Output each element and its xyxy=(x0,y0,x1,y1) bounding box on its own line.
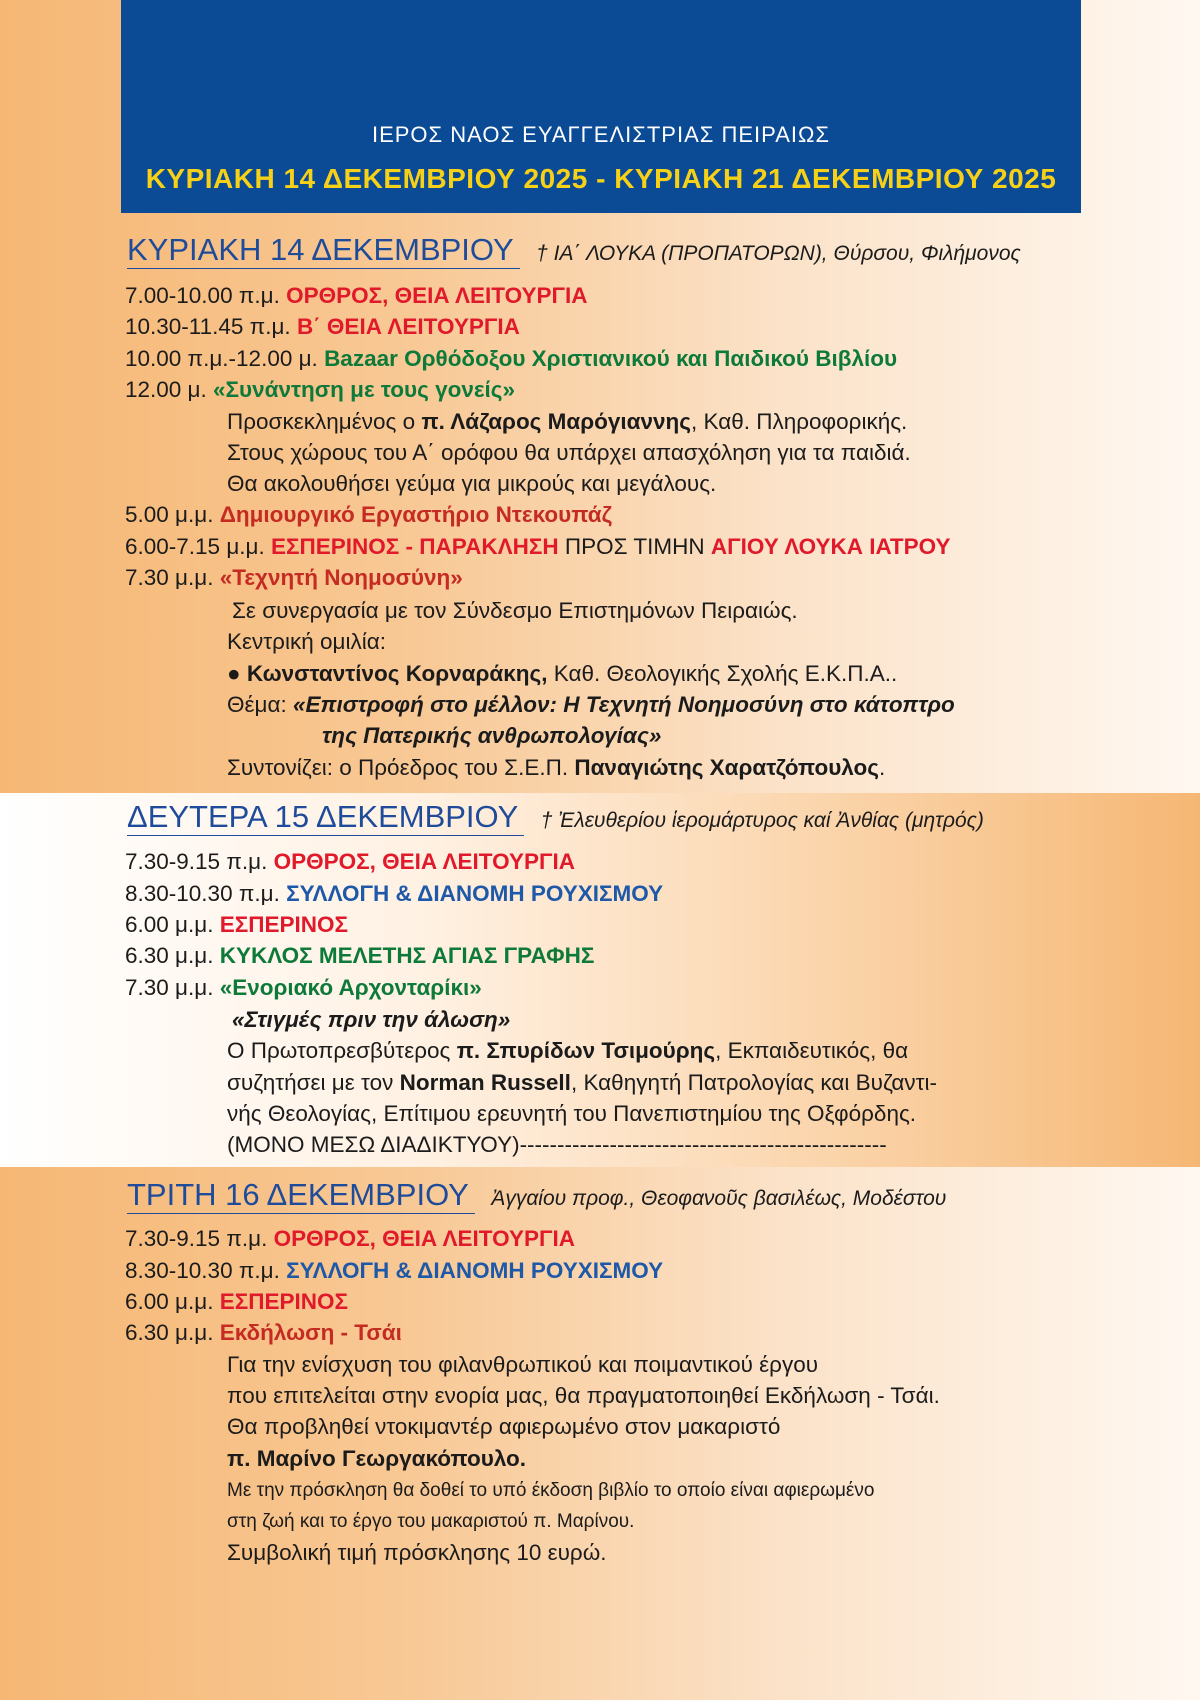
schedule-item xyxy=(125,500,612,530)
schedule-item xyxy=(125,375,515,405)
schedule-item xyxy=(125,1224,575,1254)
detail-line xyxy=(232,1005,510,1035)
church-name: ΙΕΡΟΣ ΝΑΟΣ ΕΥΑΓΓΕΛΙΣΤΡΙΑΣ ΠΕΙΡΑΙΩΣ xyxy=(371,122,831,147)
detail-text: Συντονίζει: ο Πρόεδρος του Σ.Ε.Π. xyxy=(227,755,575,780)
time: 10.30-11.45 π.μ. xyxy=(125,314,297,339)
schedule-item xyxy=(125,344,897,374)
speaker-name: Κωνσταντίνος Κορναράκης, xyxy=(246,661,548,686)
detail-text: Προσκεκλημένος ο xyxy=(227,409,422,434)
schedule-item xyxy=(125,532,951,562)
event-title: ΟΡΘΡΟΣ, ΘΕΙΑ ΛΕΙΤΟΥΡΓΙΑ xyxy=(286,283,588,308)
date-range: ΚΥΡΙΑΚΗ 14 ΔΕΚΕΜΒΡΙΟΥ 2025 - ΚΥΡΙΑΚΗ 21 ΔΕΚΕΜΒΡΙΟΥ 2025 xyxy=(145,163,1057,194)
honoree-name: π. Μαρίνο Γεωργακόπουλο. xyxy=(227,1446,527,1471)
detail-line: που επιτελείται στην ενορία μας, θα πραγματοποιηθεί Εκδήλωση - Τσάι. xyxy=(227,1383,940,1408)
time: 5.00 μ.μ. xyxy=(125,502,220,527)
talk-title: «Επιστροφή στο μέλλον: Η Τεχνητή Νοημοσύνη στο κάτοπτρο xyxy=(293,692,955,717)
detail-line xyxy=(227,407,907,437)
event-title: Bazaar Ορθόδοξου Χριστιανικού και Παιδικού Βιβλίου xyxy=(324,346,898,371)
detail-line: Με την πρόσκληση θα δοθεί το υπό έκδοση βιβλίο το οποίο είναι αφιερωμένο xyxy=(227,1480,875,1501)
detail-line: Για την ενίσχυση του φιλανθρωπικού και ποιμαντικού έργου xyxy=(227,1352,819,1377)
speaker-name: π. Λάζαρος Μαρόγιαννης xyxy=(421,409,691,434)
schedule-item xyxy=(125,941,594,971)
event-title: ΟΡΘΡΟΣ, ΘΕΙΑ ΛΕΙΤΟΥΡΓΙΑ xyxy=(273,1226,576,1251)
detail-line xyxy=(227,659,897,689)
event-title: ΚΥΚΛΟΣ ΜΕΛΕΤΗΣ ΑΓΙΑΣ ΓΡΑΦΗΣ xyxy=(219,943,595,968)
detail-line: Συμβολική τιμή πρόσκλησης 10 ευρώ. xyxy=(227,1540,607,1565)
detail-line: Σε συνεργασία με τον Σύνδεσμο Επιστημόνων Πειραιώς. xyxy=(232,598,798,623)
speaker-name: π. Σπυρίδων Τσιμούρης xyxy=(456,1038,716,1063)
event-title: Εκδήλωση - Τσάι xyxy=(219,1320,402,1345)
detail-text: , Εκπαιδευτικός, θα xyxy=(715,1038,909,1063)
time: 7.30 μ.μ. xyxy=(125,565,220,590)
detail-line: νής Θεολογίας, Επίτιμου ερευνητή του Πανεπιστημίου της Οξφόρδης. xyxy=(227,1101,917,1126)
event-title: Δημιουργικό Εργαστήριο Ντεκουπάζ xyxy=(219,502,613,527)
time: 12.00 μ. xyxy=(125,377,214,402)
schedule-item xyxy=(125,879,663,909)
day-name: ΤΡΙΤΗ 16 ΔΕΚΕΜΒΡΙΟΥ xyxy=(127,1177,475,1214)
event-title: ΕΣΠΕΡΙΝΟΣ - ΠΑΡΑΚΛΗΣΗ xyxy=(271,534,559,559)
schedule-item xyxy=(125,973,482,1003)
detail-text: , Καθ. Πληροφορικής. xyxy=(690,409,908,434)
schedule-item xyxy=(125,847,575,877)
event-title: «Ενοριακό Αρχονταρίκι» xyxy=(219,975,482,1000)
time: 7.30-9.15 π.μ. xyxy=(125,1226,274,1251)
schedule-item xyxy=(125,1318,402,1348)
talk-title: «Στιγμές πριν την άλωση» xyxy=(232,1007,511,1032)
schedule-item xyxy=(125,1287,348,1317)
event-title: «Τεχνητή Νοημοσύνη» xyxy=(219,565,463,590)
feast-name: † Ἐλευθερίου ἱερομάρτυρος καί Ἀνθίας (μητρός) xyxy=(540,809,984,832)
event-title: ΣΥΛΛΟΓΗ & ΔΙΑΝΟΜΗ ΡΟΥΧΙΣΜΟΥ xyxy=(286,881,664,906)
detail-line xyxy=(227,753,885,783)
schedule-item xyxy=(125,312,520,342)
time: 10.00 π.μ.-12.00 μ. xyxy=(125,346,325,371)
detail-line xyxy=(322,721,661,751)
event-title: ΕΣΠΕΡΙΝΟΣ xyxy=(219,912,349,937)
day-heading xyxy=(127,799,984,836)
detail-line: Στους χώρους του Α΄ ορόφου θα υπάρχει απασχόληση για τα παιδιά. xyxy=(227,440,911,465)
detail-text: Καθ. Θεολογικής Σχολής Ε.Κ.Π.Α.. xyxy=(547,661,898,686)
day-heading xyxy=(127,232,1021,269)
schedule-item xyxy=(125,910,348,940)
detail-line: (ΜΟΝΟ ΜΕΣΩ ΔΙΑΔΙΚΤΥΟΥ)------------------------------------------------- xyxy=(227,1132,887,1157)
event-title: ΟΡΘΡΟΣ, ΘΕΙΑ ΛΕΙΤΟΥΡΓΙΑ xyxy=(273,849,576,874)
feast-name: Ἀγγαίου προφ., Θεοφανοῦς βασιλέως, Μοδέστου xyxy=(491,1187,947,1210)
detail-line xyxy=(227,690,955,720)
event-text: ΠΡΟΣ ΤΙΜΗΝ xyxy=(558,534,711,559)
schedule-item xyxy=(125,1256,663,1286)
day-heading xyxy=(127,1177,946,1214)
time: 6.00-7.15 μ.μ. xyxy=(125,534,272,559)
event-title: ΕΣΠΕΡΙΝΟΣ xyxy=(219,1289,349,1314)
schedule-item xyxy=(125,563,463,593)
schedule-item xyxy=(125,281,588,311)
event-title: ΣΥΛΛΟΓΗ & ΔΙΑΝΟΜΗ ΡΟΥΧΙΣΜΟΥ xyxy=(286,1258,664,1283)
bullet: ● xyxy=(227,661,247,686)
day-name: ΚΥΡΙΑΚΗ 14 ΔΕΚΕΜΒΡΙΟΥ xyxy=(127,232,520,269)
time: 6.00 μ.μ. xyxy=(125,912,220,937)
time: 8.30-10.30 π.μ. xyxy=(125,881,287,906)
detail-line xyxy=(227,1444,526,1474)
time: 6.00 μ.μ. xyxy=(125,1289,220,1314)
day-name: ΔΕΥΤΕΡΑ 15 ΔΕΚΕΜΒΡΙΟΥ xyxy=(127,799,524,836)
detail-text: . xyxy=(879,755,886,780)
detail-line xyxy=(227,1068,937,1098)
detail-line xyxy=(227,1036,908,1066)
detail-text: Θέμα: xyxy=(227,692,294,717)
moderator-name: Παναγιώτης Χαρατζόπουλος xyxy=(574,755,879,780)
detail-text: Ο Πρωτοπρεσβύτερος xyxy=(227,1038,457,1063)
speaker-name: Norman Russell xyxy=(399,1070,571,1095)
detail-line: στη ζωή και το έργο του μακαριστού π. Μαρίνου. xyxy=(227,1511,635,1532)
time: 6.30 μ.μ. xyxy=(125,943,220,968)
time: 6.30 μ.μ. xyxy=(125,1320,220,1345)
time: 8.30-10.30 π.μ. xyxy=(125,1258,287,1283)
talk-title: της Πατερικής ανθρωπολογίας» xyxy=(322,723,662,748)
event-title: ΑΓΙΟΥ ΛΟΥΚΑ ΙΑΤΡΟΥ xyxy=(710,534,951,559)
detail-line: Κεντρική ομιλία: xyxy=(227,629,386,654)
time: 7.30 μ.μ. xyxy=(125,975,220,1000)
header-banner xyxy=(121,0,1081,213)
detail-line: Θα προβληθεί ντοκιμαντέρ αφιερωμένο στον μακαριστό xyxy=(227,1414,781,1439)
event-title: «Συνάντηση με τους γονείς» xyxy=(213,377,515,402)
time: 7.30-9.15 π.μ. xyxy=(125,849,274,874)
detail-text: συζητήσει με τον xyxy=(227,1070,400,1095)
detail-text: , Καθηγητή Πατρολογίας και Βυζαντι- xyxy=(570,1070,938,1095)
detail-line: Θα ακολουθήσει γεύμα για μικρούς και μεγάλους. xyxy=(227,471,717,496)
feast-name: † ΙΑ΄ ΛΟΥΚΑ (ΠΡΟΠΑΤΟΡΩΝ), Θύρσου, Φιλήμονος xyxy=(536,242,1021,265)
event-title: Β΄ ΘΕΙΑ ΛΕΙΤΟΥΡΓΙΑ xyxy=(296,314,520,339)
time: 7.00-10.00 π.μ. xyxy=(125,283,287,308)
